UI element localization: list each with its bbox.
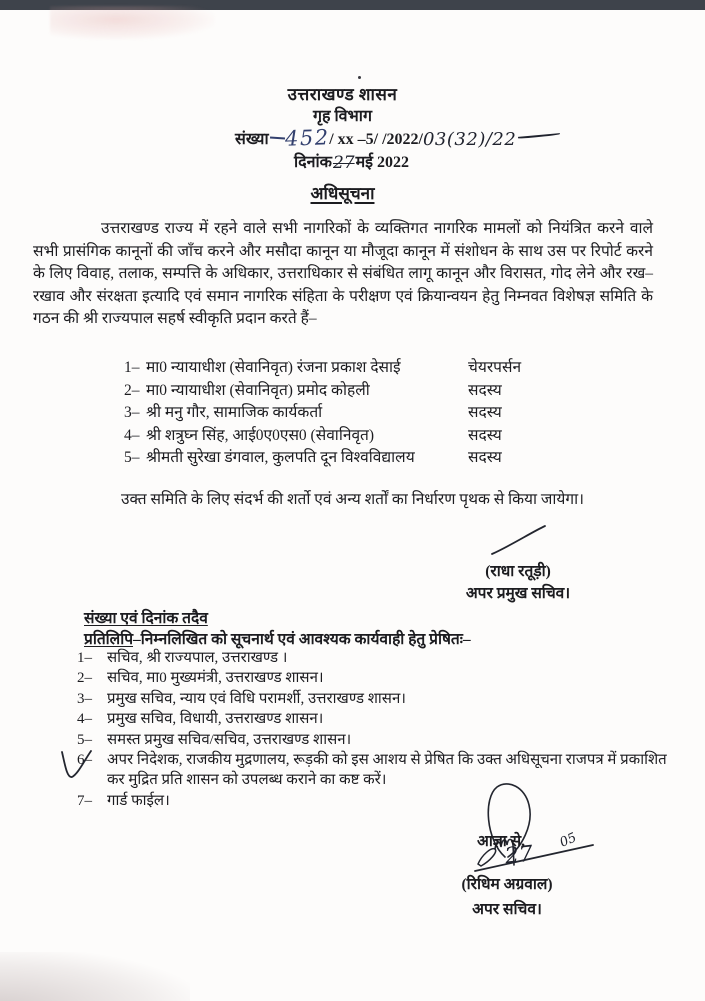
signature-stroke-icon — [470, 518, 560, 563]
recipient-row — [77, 709, 677, 729]
notification-heading-text: अधिसूचना — [310, 184, 375, 203]
reference-number-line — [235, 125, 560, 149]
recipient-text: प्रमुख सचिव, न्याय एवं विधि परामर्शी, उत्तराखण्ड शासन। — [107, 690, 406, 707]
member-row — [124, 402, 624, 425]
member-row — [124, 447, 624, 470]
member-role: सदस्य — [468, 449, 502, 467]
member-number: 1– — [124, 359, 140, 376]
secondary-signer-name: (रिधिम अग्रवाल) — [461, 876, 553, 893]
member-number: 3– — [124, 404, 140, 422]
ref-label: संख्या — [235, 131, 269, 148]
handwritten-bottom-month: 05 — [557, 830, 579, 851]
primary-signer-designation: अपर प्रमुख सचिव। — [465, 585, 571, 602]
recipient-row — [77, 730, 677, 750]
copy-distribution-line — [84, 627, 471, 649]
recipient-number: 7– — [77, 792, 92, 809]
by-order-text: आज्ञा से, — [477, 833, 526, 850]
copy-lead-rest: –निम्नलिखित को सूचनार्थ एवं आवश्यक कार्यवाही हेतु प्रेषितः– — [133, 631, 471, 648]
recipient-number: 5– — [77, 731, 92, 748]
terms-note: उक्त समिति के लिए संदर्भ की शर्तो एवं अन्य शर्तों का निर्धारण पृथक से किया जायेगा। — [121, 491, 585, 508]
recipient-number: 3– — [77, 690, 92, 707]
member-name: मा0 न्यायाधीश (सेवानिवृत) प्रमोद कोहली — [146, 381, 370, 399]
member-row — [124, 425, 624, 448]
copy-ref-heading-text: संख्या एवं दिनांक तदैव — [84, 610, 208, 627]
corner-smudge — [0, 952, 190, 1001]
secondary-signer-designation: अपर सचिव। — [472, 901, 542, 918]
body-paragraph: उत्तराखण्ड राज्य में रहने वाले सभी नागरिकों के व्यक्तिगत नागरिक मामलों को नियंत्रित करने वाले सभी प्रासंगिक कानूनों की जाँच करने और मसौदा कानून या मौजूदा कानून में संशोधन के साथ उस पर रिपोर्ट करने के लिए विवाह, तलाक, सम्पत्ति के अधिकार, उत्तराधिकार से संबंधित लागू कानून और विरासत, गोद लेने और रख–रखाव और संरक्षता इत्यादि एवं समान नागरिक संहिता के परीक्षण एवं क्रियान्वयन हेतु निम्नवत विशेषज्ञ समिति के गठन की श्री राज्यपाल सहर्ष स्वीकृति प्रदान करते हैं– — [33, 220, 653, 328]
handwritten-date-day: 27 — [332, 153, 355, 173]
date-printed-part: मई 2022 — [355, 154, 410, 171]
recipient-number: 1– — [77, 650, 92, 666]
member-number: 4– — [124, 426, 140, 444]
primary-signer-name: (राधा रतूड़ी) — [485, 563, 551, 580]
recipient-number: 4– — [77, 711, 92, 728]
date-line — [294, 150, 409, 172]
recipient-text: सचिव, मा0 मुख्यमंत्री, उत्तराखण्ड शासन। — [107, 670, 324, 687]
member-row — [124, 357, 624, 380]
department-name: गृह विभाग — [313, 108, 372, 125]
date-label: दिनांक — [294, 154, 332, 171]
handwritten-bottom-day: 27 — [503, 841, 535, 870]
ref-printed-part: / xx –5/ /2022/ — [329, 131, 423, 148]
recipient-row — [77, 648, 677, 668]
member-name: मा0 न्यायाधीश (सेवानिवृत) रंजना प्रकाश देसाई — [146, 359, 401, 376]
recipient-text: गार्ड फाईल। — [107, 792, 170, 809]
government-name: उत्तराखण्ड शासन — [287, 85, 398, 104]
pen-swash-icon — [518, 134, 560, 140]
recipient-number: 2– — [77, 670, 92, 687]
strike-dash-icon — [270, 137, 285, 140]
recipient-text: सचिव, श्री राज्यपाल, उत्तराखण्ड । — [107, 650, 288, 666]
member-name: श्रीमती सुरेखा डंगवाल, कुलपति दून विश्वविद्यालय — [146, 449, 415, 467]
member-number: 5– — [124, 449, 140, 467]
recipient-text: समस्त प्रमुख सचिव/सचिव, उत्तराखण्ड शासन। — [107, 731, 352, 748]
recipient-text: प्रमुख सचिव, विधायी, उत्तराखण्ड शासन। — [107, 711, 324, 728]
stamp-smudge — [50, 6, 215, 40]
committee-member-list — [124, 357, 624, 470]
member-role: सदस्य — [468, 404, 502, 422]
ink-dot-artifact — [358, 76, 361, 79]
copy-ref-heading — [84, 606, 208, 628]
copy-lead-word: प्रतिलिपि — [84, 631, 134, 648]
member-name: श्री मनु गौर, सामाजिक कार्यकर्ता — [146, 404, 323, 422]
member-role: सदस्य — [468, 426, 502, 444]
member-row — [124, 380, 624, 403]
member-number: 2– — [124, 381, 140, 399]
member-name: श्री शत्रुघ्न सिंह, आई0ए0एस0 (सेवानिवृत) — [146, 426, 375, 444]
handwritten-ref-number: 452 — [284, 125, 330, 151]
member-role: चेयरपर्सन — [468, 359, 522, 376]
recipient-row — [77, 689, 677, 709]
member-role: सदस्य — [468, 381, 502, 399]
handwritten-ref-suffix: 03(32)/22 — [422, 129, 517, 150]
checkmark-icon — [56, 747, 101, 797]
recipient-row — [77, 668, 677, 688]
recipient-text: अपर निदेशक, राजकीय मुद्रणालय, रूड़की को इस आशय से प्रेषित कि उक्त अधिसूचना राजपत्र में प्रकाशित कर मुद्रित प्रति शासन को उपलब्ध कराने का कष्ट करें। — [107, 752, 667, 789]
recipient-number: 6– — [77, 752, 92, 769]
notification-heading — [0, 181, 685, 204]
